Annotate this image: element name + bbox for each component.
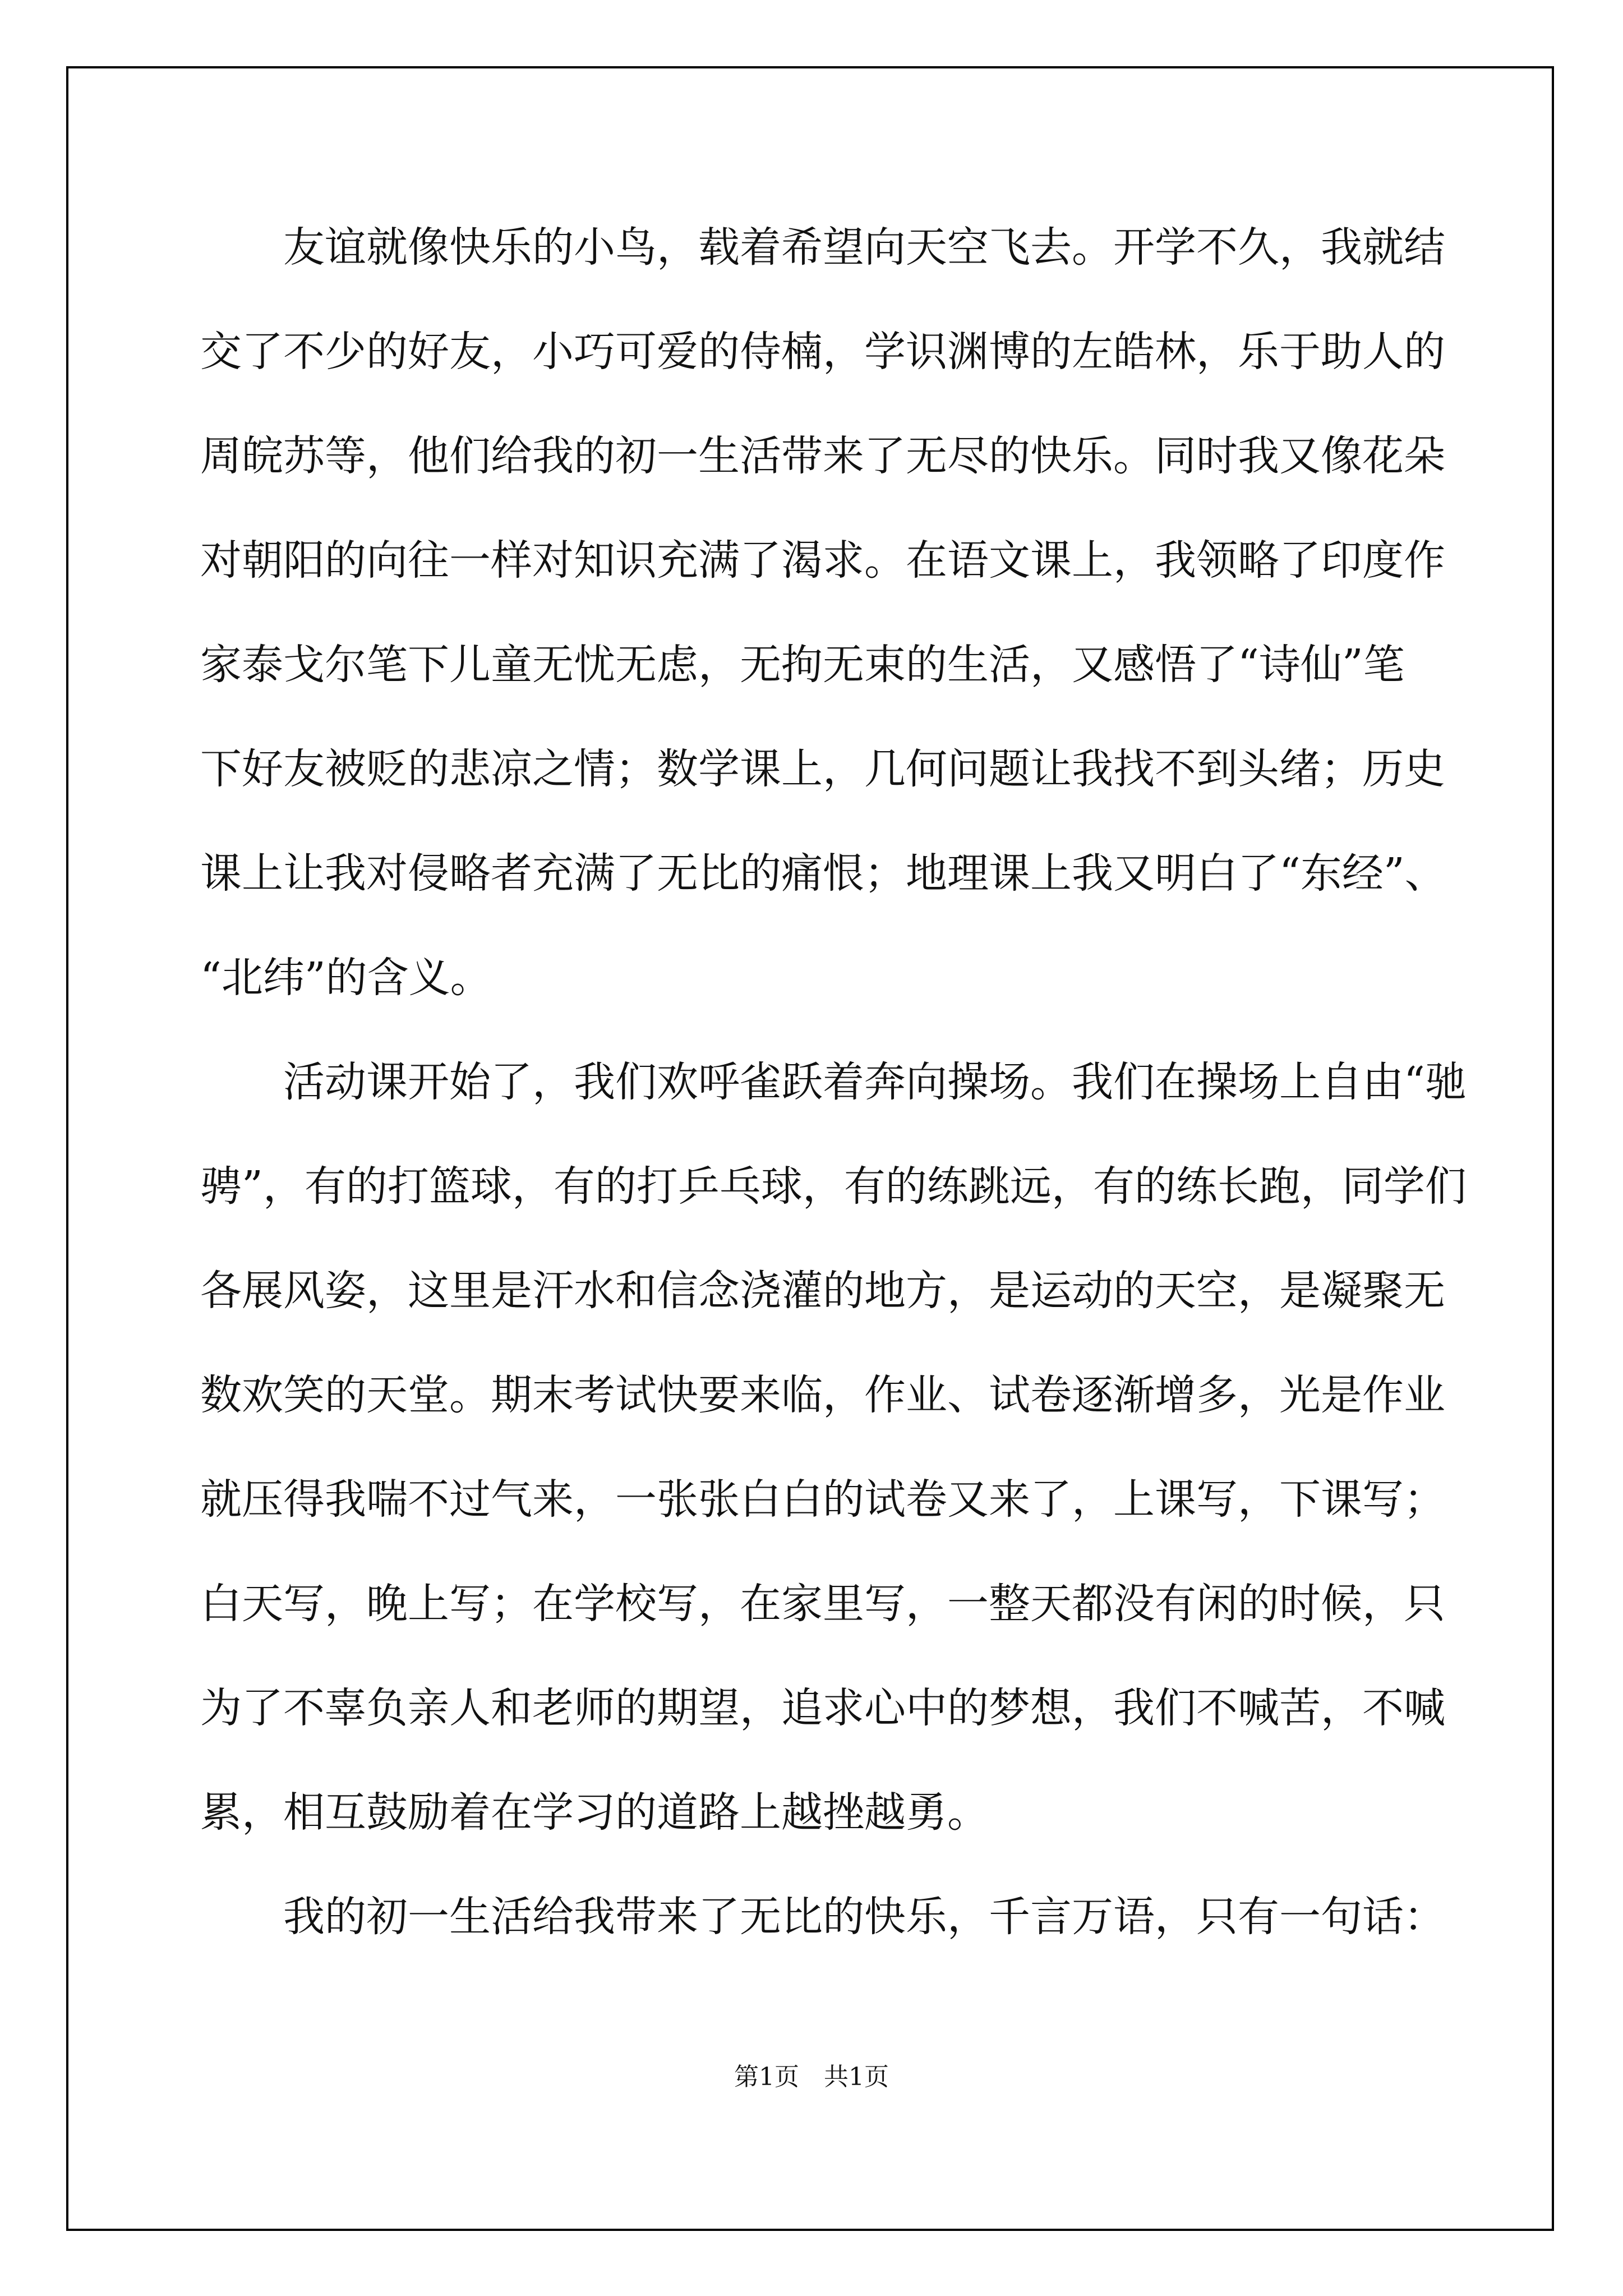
text-line: 就压得我喘不过气来，一张张白白的试卷又来了，上课写，下课写；	[200, 1475, 1445, 1524]
text-line: 我的初一生活给我带来了无比的快乐，千言万语，只有一句话：	[200, 1893, 1445, 1941]
text-line: 对朝阳的向往一样对知识充满了渴求。在语文课上，我领略了印度作	[200, 536, 1445, 585]
page-footer: 第1页 共1页	[734, 2063, 889, 2091]
text-line: 家泰戈尔笔下儿童无忧无虑，无拘无束的生活，又感悟了“诗仙”笔	[200, 641, 1405, 689]
text-line: 下好友被贬的悲凉之情；数学课上，几何问题让我找不到头绪；历史	[200, 745, 1445, 793]
text-line: “北纬”的含义。	[200, 954, 492, 1002]
text-line: 各展风姿，这里是汗水和信念浇灌的地方，是运动的天空，是凝聚无	[200, 1267, 1445, 1315]
text-line: 数欢笑的天堂。期末考试快要来临，作业、试卷逐渐增多，光是作业	[200, 1371, 1445, 1419]
text-line: 白天写，晚上写；在学校写，在家里写，一整天都没有闲的时候，只	[200, 1580, 1445, 1628]
text-line: 周皖苏等，他们给我的初一生活带来了无尽的快乐。同时我又像花朵	[200, 432, 1445, 480]
text-line: 为了不辜负亲人和老师的期望，追求心中的梦想，我们不喊苦，不喊	[200, 1684, 1445, 1732]
text-line: 友谊就像快乐的小鸟，载着希望向天空飞去。开学不久，我就结	[200, 223, 1445, 272]
text-line: 累，相互鼓励着在学习的道路上越挫越勇。	[200, 1788, 989, 1837]
text-line: 交了不少的好友，小巧可爱的侍楠，学识渊博的左皓林，乐于助人的	[200, 328, 1445, 376]
text-line: 骋”，有的打篮球，有的打乒乓球，有的练跳远，有的练长跑，同学们	[200, 1162, 1467, 1211]
text-line: 课上让我对侵略者充满了无比的痛恨；地理课上我又明白了“东经”、	[200, 849, 1446, 898]
text-line: 活动课开始了，我们欢呼雀跃着奔向操场。我们在操场上自由“驰	[200, 1058, 1467, 1106]
